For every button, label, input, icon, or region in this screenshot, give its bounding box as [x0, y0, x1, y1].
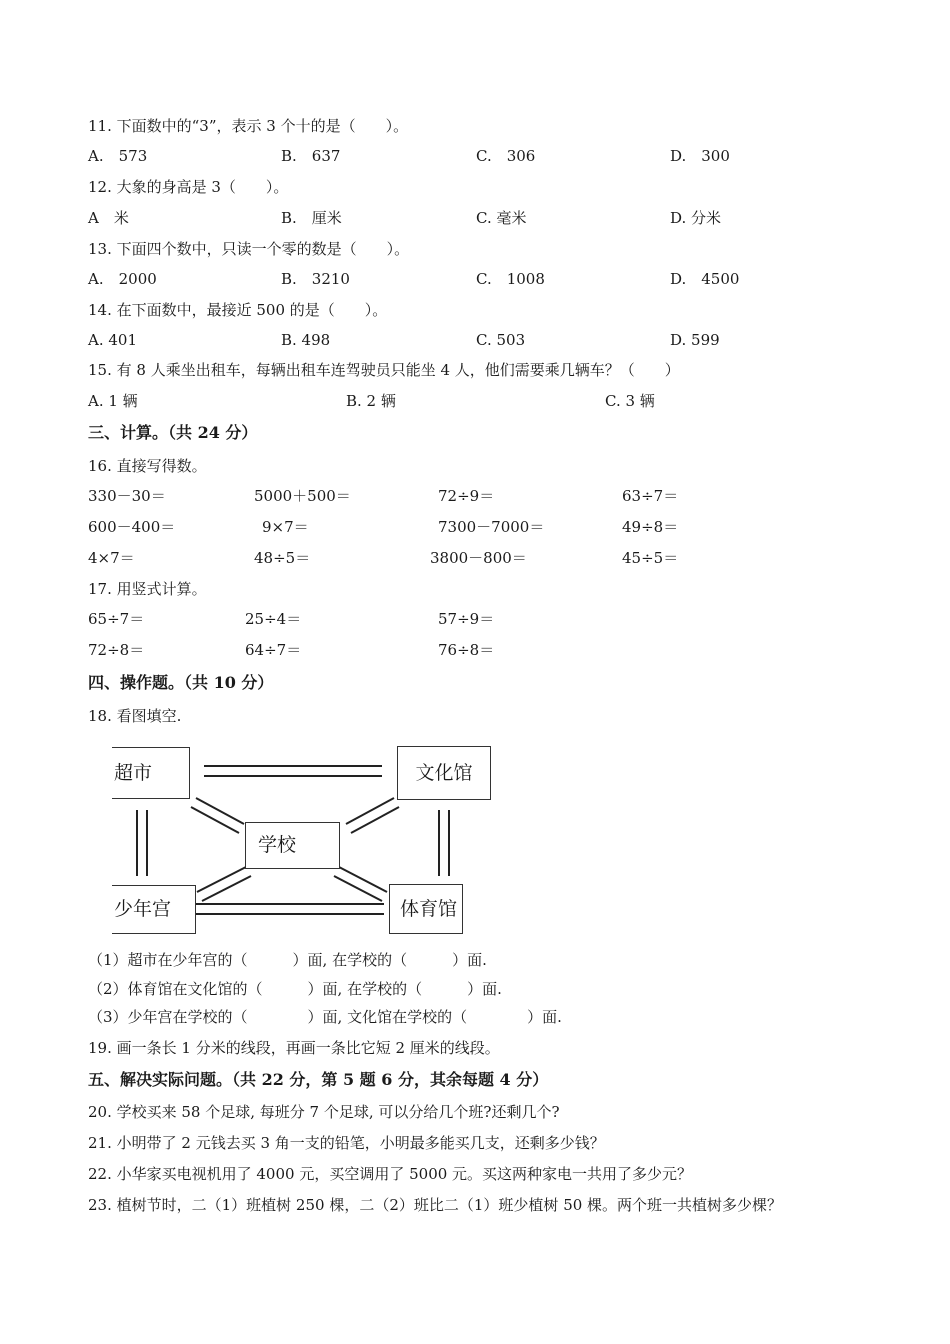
q23-stem: 23. 植树节时，二（1）班植树 250 棵，二（2）班比二（1）班少植树 50 棵。两个班一共植树多少棵？ — [88, 1196, 783, 1214]
q12-option-c: C. 毫米 — [476, 209, 527, 227]
q16-item: 7300－7000＝ — [438, 518, 545, 536]
q16-item: 4×7＝ — [88, 549, 135, 567]
map-school-label: 学校 — [258, 834, 297, 856]
q18-stem: 18. 看图填空. — [88, 707, 182, 725]
q16-stem: 16. 直接写得数。 — [88, 457, 207, 475]
q15-option-a: A. 1 辆 — [88, 392, 138, 410]
q16-item: 330－30＝ — [88, 487, 166, 505]
section-3-heading: 三、计算。（共 24 分） — [88, 423, 258, 442]
section-4-heading: 四、操作题。（共 10 分） — [88, 673, 274, 692]
map-supermarket-box — [112, 747, 190, 799]
q21-stem: 21. 小明带了 2 元钱去买 3 角一支的铅笔，小明最多能买几支，还剩多少钱？ — [88, 1134, 605, 1152]
q17-item: 65÷7＝ — [88, 610, 145, 628]
q14-option-a: A. 401 — [88, 331, 137, 349]
q17-stem: 17. 用竖式计算。 — [88, 580, 207, 598]
q18-blank-2: （2）体育馆在文化馆的（ ）面, 在学校的（ ）面. — [88, 980, 502, 998]
q20-stem: 20. 学校买来 58 个足球, 每班分 7 个足球, 可以分给几个班?还剩几个? — [88, 1103, 560, 1121]
map-youth-palace-label: 少年宫 — [114, 898, 172, 920]
road-line — [351, 807, 399, 833]
q11-option-c: C. 306 — [476, 147, 536, 165]
section-5-heading: 五、解决实际问题。（共 22 分，第 5 题 6 分，其余每题 4 分） — [88, 1070, 549, 1089]
q11-option-a: A. 573 — [88, 147, 148, 165]
road-line — [346, 798, 394, 824]
q19-stem: 19. 画一条长 1 分米的线段，再画一条比它短 2 厘米的线段。 — [88, 1039, 500, 1057]
q22-stem: 22. 小华家买电视机用了 4000 元，买空调用了 5000 元。买这两种家电一共用了多少元？ — [88, 1165, 693, 1183]
q16-item: 600－400＝ — [88, 518, 176, 536]
map-culture-hall-box — [397, 746, 491, 800]
q13-option-d: D. 4500 — [670, 270, 740, 288]
map-culture-hall-label: 文化馆 — [415, 761, 473, 784]
map-supermarket-label: 超市 — [114, 761, 153, 784]
q16-item: 63÷7＝ — [622, 487, 679, 505]
q12-option-d: D. 分米 — [670, 209, 722, 227]
road-line — [191, 807, 239, 833]
map-gym-box — [389, 884, 463, 934]
q13-stem: 13. 下面四个数中，只读一个零的数是（ ）。 — [88, 240, 410, 258]
road-line — [334, 876, 382, 901]
road-line — [196, 798, 244, 824]
q18-blank-1: （1）超市在少年宫的（ ）面, 在学校的（ ）面. — [88, 951, 487, 969]
q14-option-b: B. 498 — [281, 331, 331, 349]
q16-item: 45÷5＝ — [622, 549, 679, 567]
map-youth-palace-box — [112, 885, 196, 934]
q11-option-b: B. 637 — [281, 147, 341, 165]
road-line — [339, 867, 387, 892]
q18-blank-3: （3）少年宫在学校的（ ）面, 文化馆在学校的（ ）面. — [88, 1008, 562, 1026]
q12-option-b: B. 厘米 — [281, 209, 342, 227]
q11-option-d: D. 300 — [670, 147, 730, 165]
q17-item: 64÷7＝ — [245, 641, 302, 659]
q12-option-a: A 米 — [88, 209, 129, 227]
q14-option-d: D. 599 — [670, 331, 720, 349]
q16-item: 72÷9＝ — [438, 487, 495, 505]
q15-stem: 15. 有 8 人乘坐出租车，每辆出租车连驾驶员只能坐 4 人，他们需要乘几辆车？（ ） — [88, 361, 680, 379]
q13-option-c: C. 1008 — [476, 270, 545, 288]
q14-option-c: C. 503 — [476, 331, 526, 349]
q17-item: 25÷4＝ — [245, 610, 302, 628]
q16-item: 9×7＝ — [262, 518, 309, 536]
q16-item: 3800－800＝ — [430, 549, 527, 567]
road-line — [202, 876, 251, 901]
q16-item: 48÷5＝ — [254, 549, 311, 567]
q14-stem: 14. 在下面数中，最接近 500 的是（ ）。 — [88, 301, 388, 319]
q13-option-a: A. 2000 — [88, 270, 157, 288]
q11-stem: 11. 下面数中的“3”，表示 3 个十的是（ ）。 — [88, 117, 409, 135]
q17-item: 57÷9＝ — [438, 610, 495, 628]
q17-item: 72÷8＝ — [88, 641, 145, 659]
road-line — [197, 867, 246, 892]
q17-item: 76÷8＝ — [438, 641, 495, 659]
map-school-box — [245, 822, 340, 869]
q16-item: 5000＋500＝ — [254, 487, 351, 505]
q15-option-b: B. 2 辆 — [346, 392, 396, 410]
q12-stem: 12. 大象的身高是 3（ ）。 — [88, 178, 289, 196]
map-gym-label: 体育馆 — [400, 897, 458, 920]
q13-option-b: B. 3210 — [281, 270, 350, 288]
q16-item: 49÷8＝ — [622, 518, 679, 536]
q15-option-c: C. 3 辆 — [605, 392, 655, 410]
